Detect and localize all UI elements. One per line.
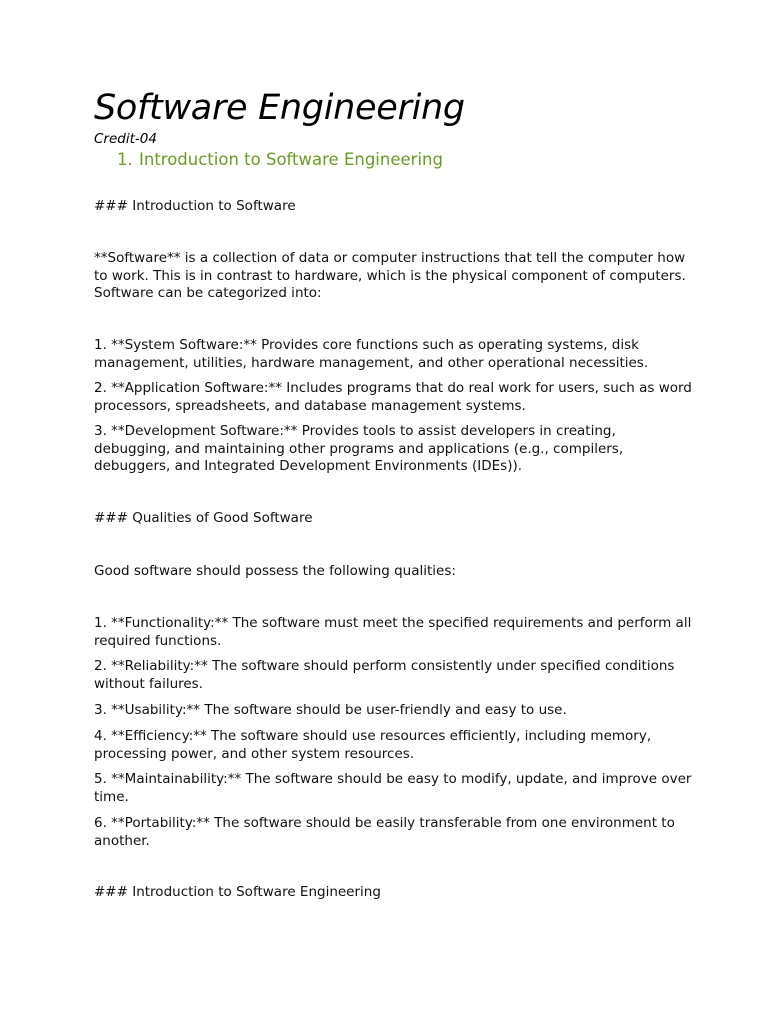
quality-item-functionality: 1. **Functionality:** The software must meet the specified requirements and perform all required functions. <box>94 615 692 649</box>
category-item-application: 2. **Application Software:** Includes programs that do real work for users, such as word processors, spreadsheets, and database management systems. <box>94 380 692 414</box>
qualities-intro: Good software should possess the following qualities: <box>94 563 456 579</box>
category-item-development: 3. **Development Software:** Provides tools to assist developers in creating, debugging, and maintaining other programs and applications (e.g., compilers, debuggers, and Integrated Development Environments (IDEs)). <box>94 423 624 474</box>
document-title: Software Engineering <box>94 88 465 128</box>
heading-introduction-to-software-engineering: ### Introduction to Software Engineering <box>94 884 381 900</box>
section-number: 1. <box>117 150 133 169</box>
quality-item-efficiency: 4. **Efficiency:** The software should use resources efficiently, including memory, processing power, and other system resources. <box>94 728 652 762</box>
section-heading <box>117 150 443 169</box>
quality-item-reliability: 2. **Reliability:** The software should perform consistently under specified conditions without failures. <box>94 658 675 692</box>
category-item-system: 1. **System Software:** Provides core functions such as operating systems, disk management, utilities, hardware management, and other operational necessities. <box>94 337 649 371</box>
heading-introduction-to-software: ### Introduction to Software <box>94 198 296 214</box>
heading-qualities-of-good-software: ### Qualities of Good Software <box>94 510 313 526</box>
section-title: Introduction to Software Engineering <box>139 150 443 169</box>
quality-item-usability: 3. **Usability:** The software should be user-friendly and easy to use. <box>94 702 567 718</box>
quality-item-maintainability: 5. **Maintainability:** The software should be easy to modify, update, and improve over time. <box>94 771 692 805</box>
quality-item-portability: 6. **Portability:** The software should be easily transferable from one environment to another. <box>94 815 675 849</box>
document-subtitle: Credit-04 <box>94 131 157 147</box>
software-definition-paragraph: **Software** is a collection of data or computer instructions that tell the computer how to work. This is in contrast to hardware, which is the physical component of computers. Software can be categorized into: <box>94 250 686 301</box>
